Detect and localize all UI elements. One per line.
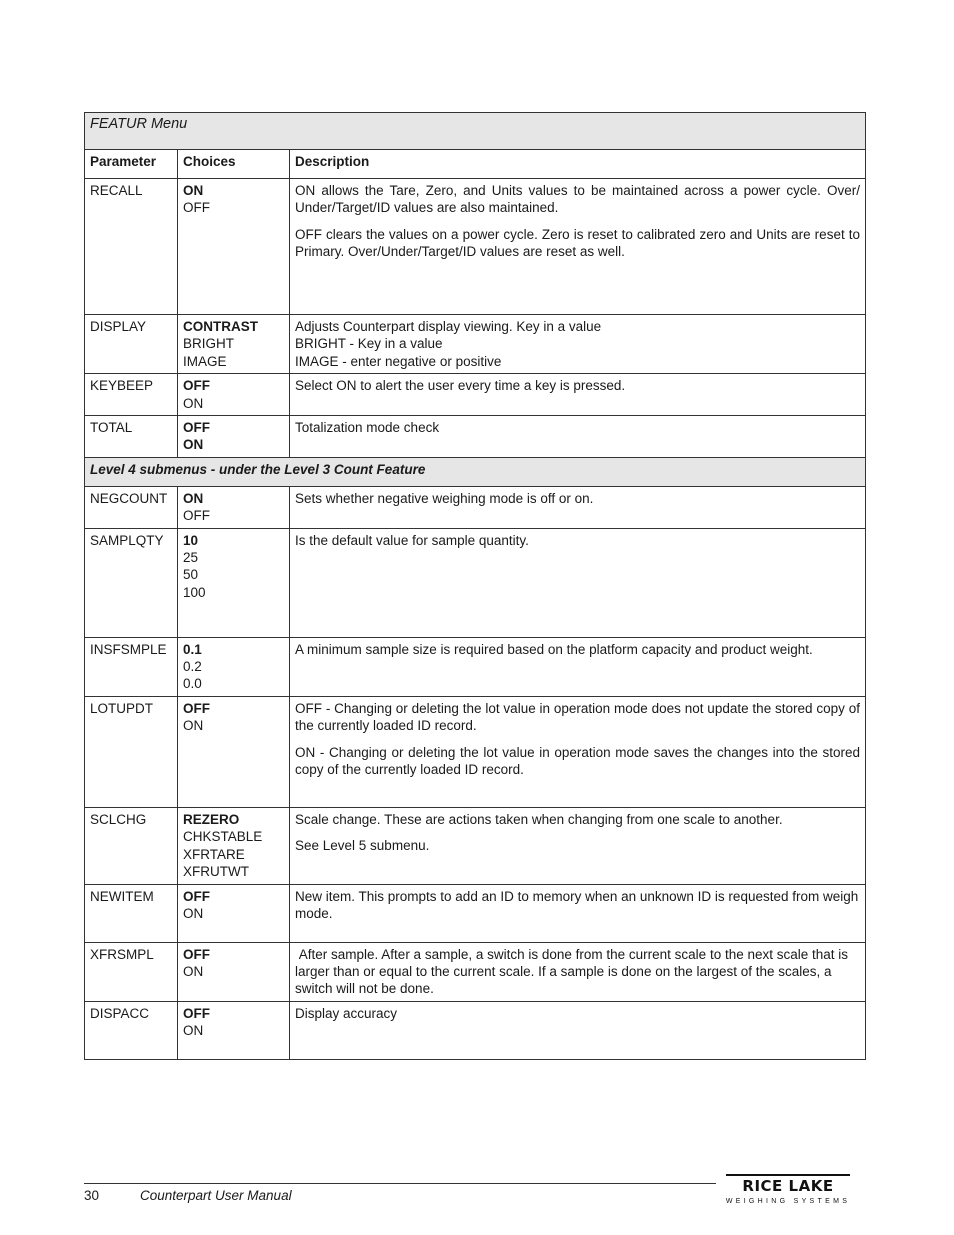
- choice-option: XFRTARE: [183, 846, 245, 862]
- choices-cell: [178, 179, 290, 315]
- choice-option: ON: [183, 905, 204, 921]
- choice-option: ON: [183, 1023, 204, 1039]
- table-row: [85, 1001, 866, 1059]
- description-text: OFF clears the values on a power cycle. Zero is reset to calibrated zero and Units are reset to Primary. Over/Under/Target/ID values are reset as well.: [295, 226, 860, 260]
- choice-option: OFF: [183, 200, 210, 216]
- parameter-name: LOTUPDT: [85, 696, 178, 807]
- description-cell: [290, 315, 866, 374]
- parameter-name: RECALL: [85, 179, 178, 315]
- header-description: Description: [290, 150, 866, 179]
- parameter-name: INSFSMPLE: [85, 637, 178, 696]
- header-choices: Choices: [178, 150, 290, 179]
- parameter-name: NEWITEM: [85, 884, 178, 942]
- table-title-row: [85, 113, 866, 150]
- description-text: ON - Changing or deleting the lot value in operation mode saves the changes into the stored copy of the currently loaded ID record.: [295, 744, 860, 778]
- choices-cell: [178, 807, 290, 884]
- parameter-name: XFRSMPL: [85, 942, 178, 1001]
- choice-default: OFF: [183, 1005, 210, 1021]
- description-text: ON allows the Tare, Zero, and Units values to be maintained across a power cycle. Over/ Under/Target/ID values are also maintained.: [295, 183, 860, 216]
- choices-cell: [178, 1001, 290, 1059]
- table-row: [85, 528, 866, 637]
- choice-option: 0.0: [183, 676, 202, 692]
- table-row: [85, 179, 866, 315]
- choice-option: ON: [183, 718, 204, 734]
- choice-default: CONTRAST: [183, 319, 258, 334]
- choice-default: OFF: [183, 700, 210, 716]
- choice-default: ON: [183, 183, 204, 198]
- description-cell: [290, 179, 866, 315]
- description-text: New item. This prompts to add an ID to memory when an unknown ID is requested from weigh mode.: [295, 888, 859, 921]
- subheader-row: [85, 457, 866, 486]
- table-row: [85, 884, 866, 942]
- logo-text: RICE LAKE: [742, 1177, 834, 1195]
- choice-option: BRIGHT: [183, 336, 235, 352]
- page-number: 30: [84, 1188, 100, 1203]
- description-text: OFF - Changing or deleting the lot value in operation mode does not update the stored copy of the currently loaded ID record.: [295, 700, 860, 734]
- description-cell: [290, 374, 866, 416]
- parameter-name: DISPACC: [85, 1001, 178, 1059]
- choices-cell: [178, 486, 290, 528]
- choice-default: ON: [183, 490, 204, 506]
- choices-cell: [178, 637, 290, 696]
- choices-cell: [178, 374, 290, 416]
- parameter-name: NEGCOUNT: [85, 486, 178, 528]
- description-cell: [290, 416, 866, 458]
- description-text: Is the default value for sample quantity.: [295, 532, 529, 548]
- description-text: See Level 5 submenu.: [295, 838, 430, 854]
- table-title: FEATUR Menu: [85, 113, 866, 150]
- rice-lake-logo: [724, 1174, 854, 1210]
- choices-cell: [178, 416, 290, 458]
- choice-option: 0.2: [183, 659, 202, 675]
- choice-default: 0.1: [183, 641, 202, 657]
- description-text: Scale change. These are actions taken when changing from one scale to another.: [295, 811, 783, 827]
- choice-default: OFF: [183, 946, 210, 962]
- description-cell: [290, 528, 866, 637]
- table-row: [85, 637, 866, 696]
- parameter-name: SAMPLQTY: [85, 528, 178, 637]
- description-text: Adjusts Counterpart display viewing. Key in a value: [295, 319, 602, 334]
- description-text: IMAGE - enter negative or positive: [295, 353, 502, 369]
- description-text: Sets whether negative weighing mode is off or on.: [295, 490, 594, 506]
- choices-cell: [178, 942, 290, 1001]
- choice-option: IMAGE: [183, 353, 227, 369]
- description-cell: [290, 696, 866, 807]
- choice-option: 100: [183, 584, 206, 600]
- choice-option: 50: [183, 567, 199, 583]
- table-row: [85, 807, 866, 884]
- choice-option: CHKSTABLE: [183, 829, 263, 845]
- parameter-name: SCLCHG: [85, 807, 178, 884]
- manual-title: Counterpart User Manual: [140, 1188, 292, 1203]
- description-text: Select ON to alert the user every time a key is pressed.: [295, 378, 626, 394]
- table-row: [85, 315, 866, 374]
- description-text: After sample. After a sample, a switch is done from the current scale to the next scale that is larger than or equal to the current scale. If a sample is done on the largest of the scales, a switch will not be done.: [295, 946, 852, 997]
- table-row: [85, 416, 866, 458]
- choice-default: REZERO: [183, 811, 240, 827]
- table-row: [85, 486, 866, 528]
- description-text: A minimum sample size is required based on the platform capacity and product weight.: [295, 641, 813, 657]
- description-text: Display accuracy: [295, 1005, 398, 1021]
- description-text: Totalization mode check: [295, 420, 440, 436]
- choice-option: ON: [183, 963, 204, 979]
- table-header-row: [85, 150, 866, 179]
- description-cell: [290, 807, 866, 884]
- parameter-name: DISPLAY: [85, 315, 178, 374]
- choice-default: OFF: [183, 378, 210, 394]
- choices-cell: [178, 696, 290, 807]
- choices-cell: [178, 884, 290, 942]
- description-cell: [290, 1001, 866, 1059]
- description-cell: [290, 942, 866, 1001]
- choice-default: 10: [183, 532, 199, 548]
- subheader-text: Level 4 submenus - under the Level 3 Count Feature: [85, 457, 866, 486]
- table-row: [85, 942, 866, 1001]
- choice-option: OFF: [183, 508, 210, 524]
- choice-option: 25: [183, 550, 199, 566]
- parameter-name: KEYBEEP: [85, 374, 178, 416]
- choice-option: ON: [183, 395, 204, 411]
- logo-bar: [726, 1174, 850, 1176]
- logo-subtext: WEIGHING SYSTEMS: [725, 1198, 851, 1205]
- featur-menu-table: [84, 112, 866, 1060]
- header-parameter: Parameter: [85, 150, 178, 179]
- footer-divider: [84, 1183, 716, 1184]
- choice-default: OFF: [183, 420, 210, 436]
- table-row: [85, 374, 866, 416]
- choice-option: ON: [183, 437, 204, 453]
- choices-cell: [178, 528, 290, 637]
- choice-default: OFF: [183, 888, 210, 904]
- description-cell: [290, 884, 866, 942]
- description-cell: [290, 637, 866, 696]
- choice-option: XFRUTWT: [183, 864, 249, 880]
- description-cell: [290, 486, 866, 528]
- choices-cell: [178, 315, 290, 374]
- description-text: BRIGHT - Key in a value: [295, 336, 443, 352]
- parameter-name: TOTAL: [85, 416, 178, 458]
- table-row: [85, 696, 866, 807]
